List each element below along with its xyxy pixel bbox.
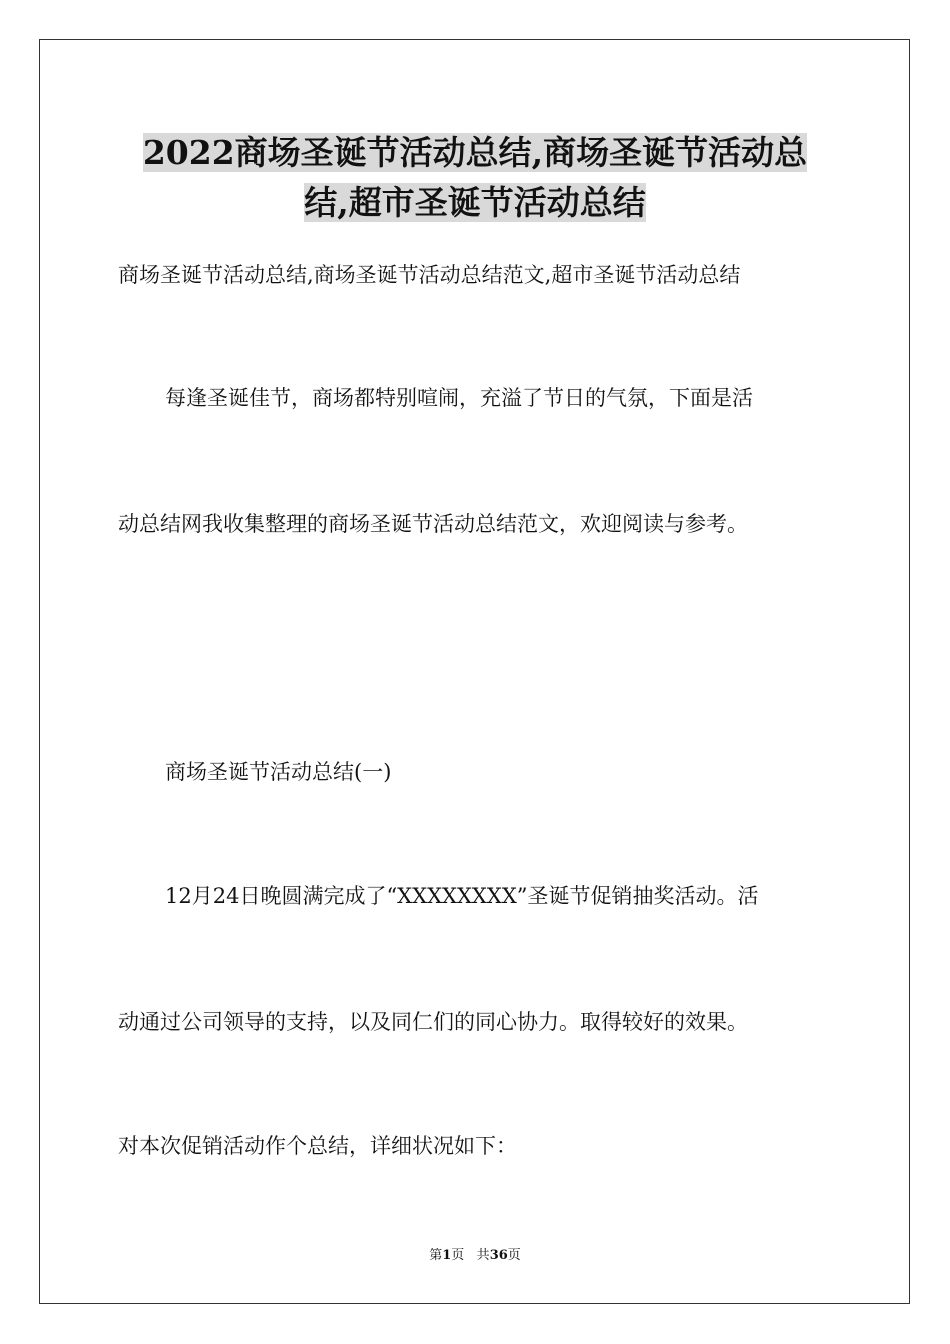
document-title-line-2: 结,超市圣诞节活动总结 [304, 183, 646, 222]
page-prefix: 第 [429, 1248, 443, 1263]
page-suffix: 页 [451, 1248, 465, 1263]
total-prefix: 共 [476, 1248, 490, 1263]
paragraph-1-line-1: 每逢圣诞佳节，商场都特别喧闹，充溢了节日的气氛，下面是活 [165, 386, 753, 410]
paragraph-2-line-2: 动通过公司领导的支持，以及同仁们的同心协力。取得较好的效果。 [118, 1010, 748, 1034]
section-heading: 商场圣诞节活动总结(一) [165, 760, 392, 784]
document-subtitle: 商场圣诞节活动总结,商场圣诞节活动总结范文,超市圣诞节活动总结 [118, 263, 741, 287]
document-title-line-1: 2022商场圣诞节活动总结,商场圣诞节活动总 [142, 133, 808, 172]
page-number: 1 [442, 1248, 452, 1263]
total-suffix: 页 [507, 1248, 521, 1263]
total-pages: 36 [489, 1248, 508, 1263]
paragraph-1-line-2: 动总结网我收集整理的商场圣诞节活动总结范文，欢迎阅读与参考。 [118, 512, 748, 536]
paragraph-2-line-1: 12月24日晚圆满完成了“XXXXXXXX”圣诞节促销抽奖活动。活 [165, 884, 759, 908]
page-border [39, 39, 910, 1304]
paragraph-2-line-3: 对本次促销活动作个总结，详细状况如下： [118, 1134, 517, 1158]
page-footer [0, 1247, 950, 1265]
